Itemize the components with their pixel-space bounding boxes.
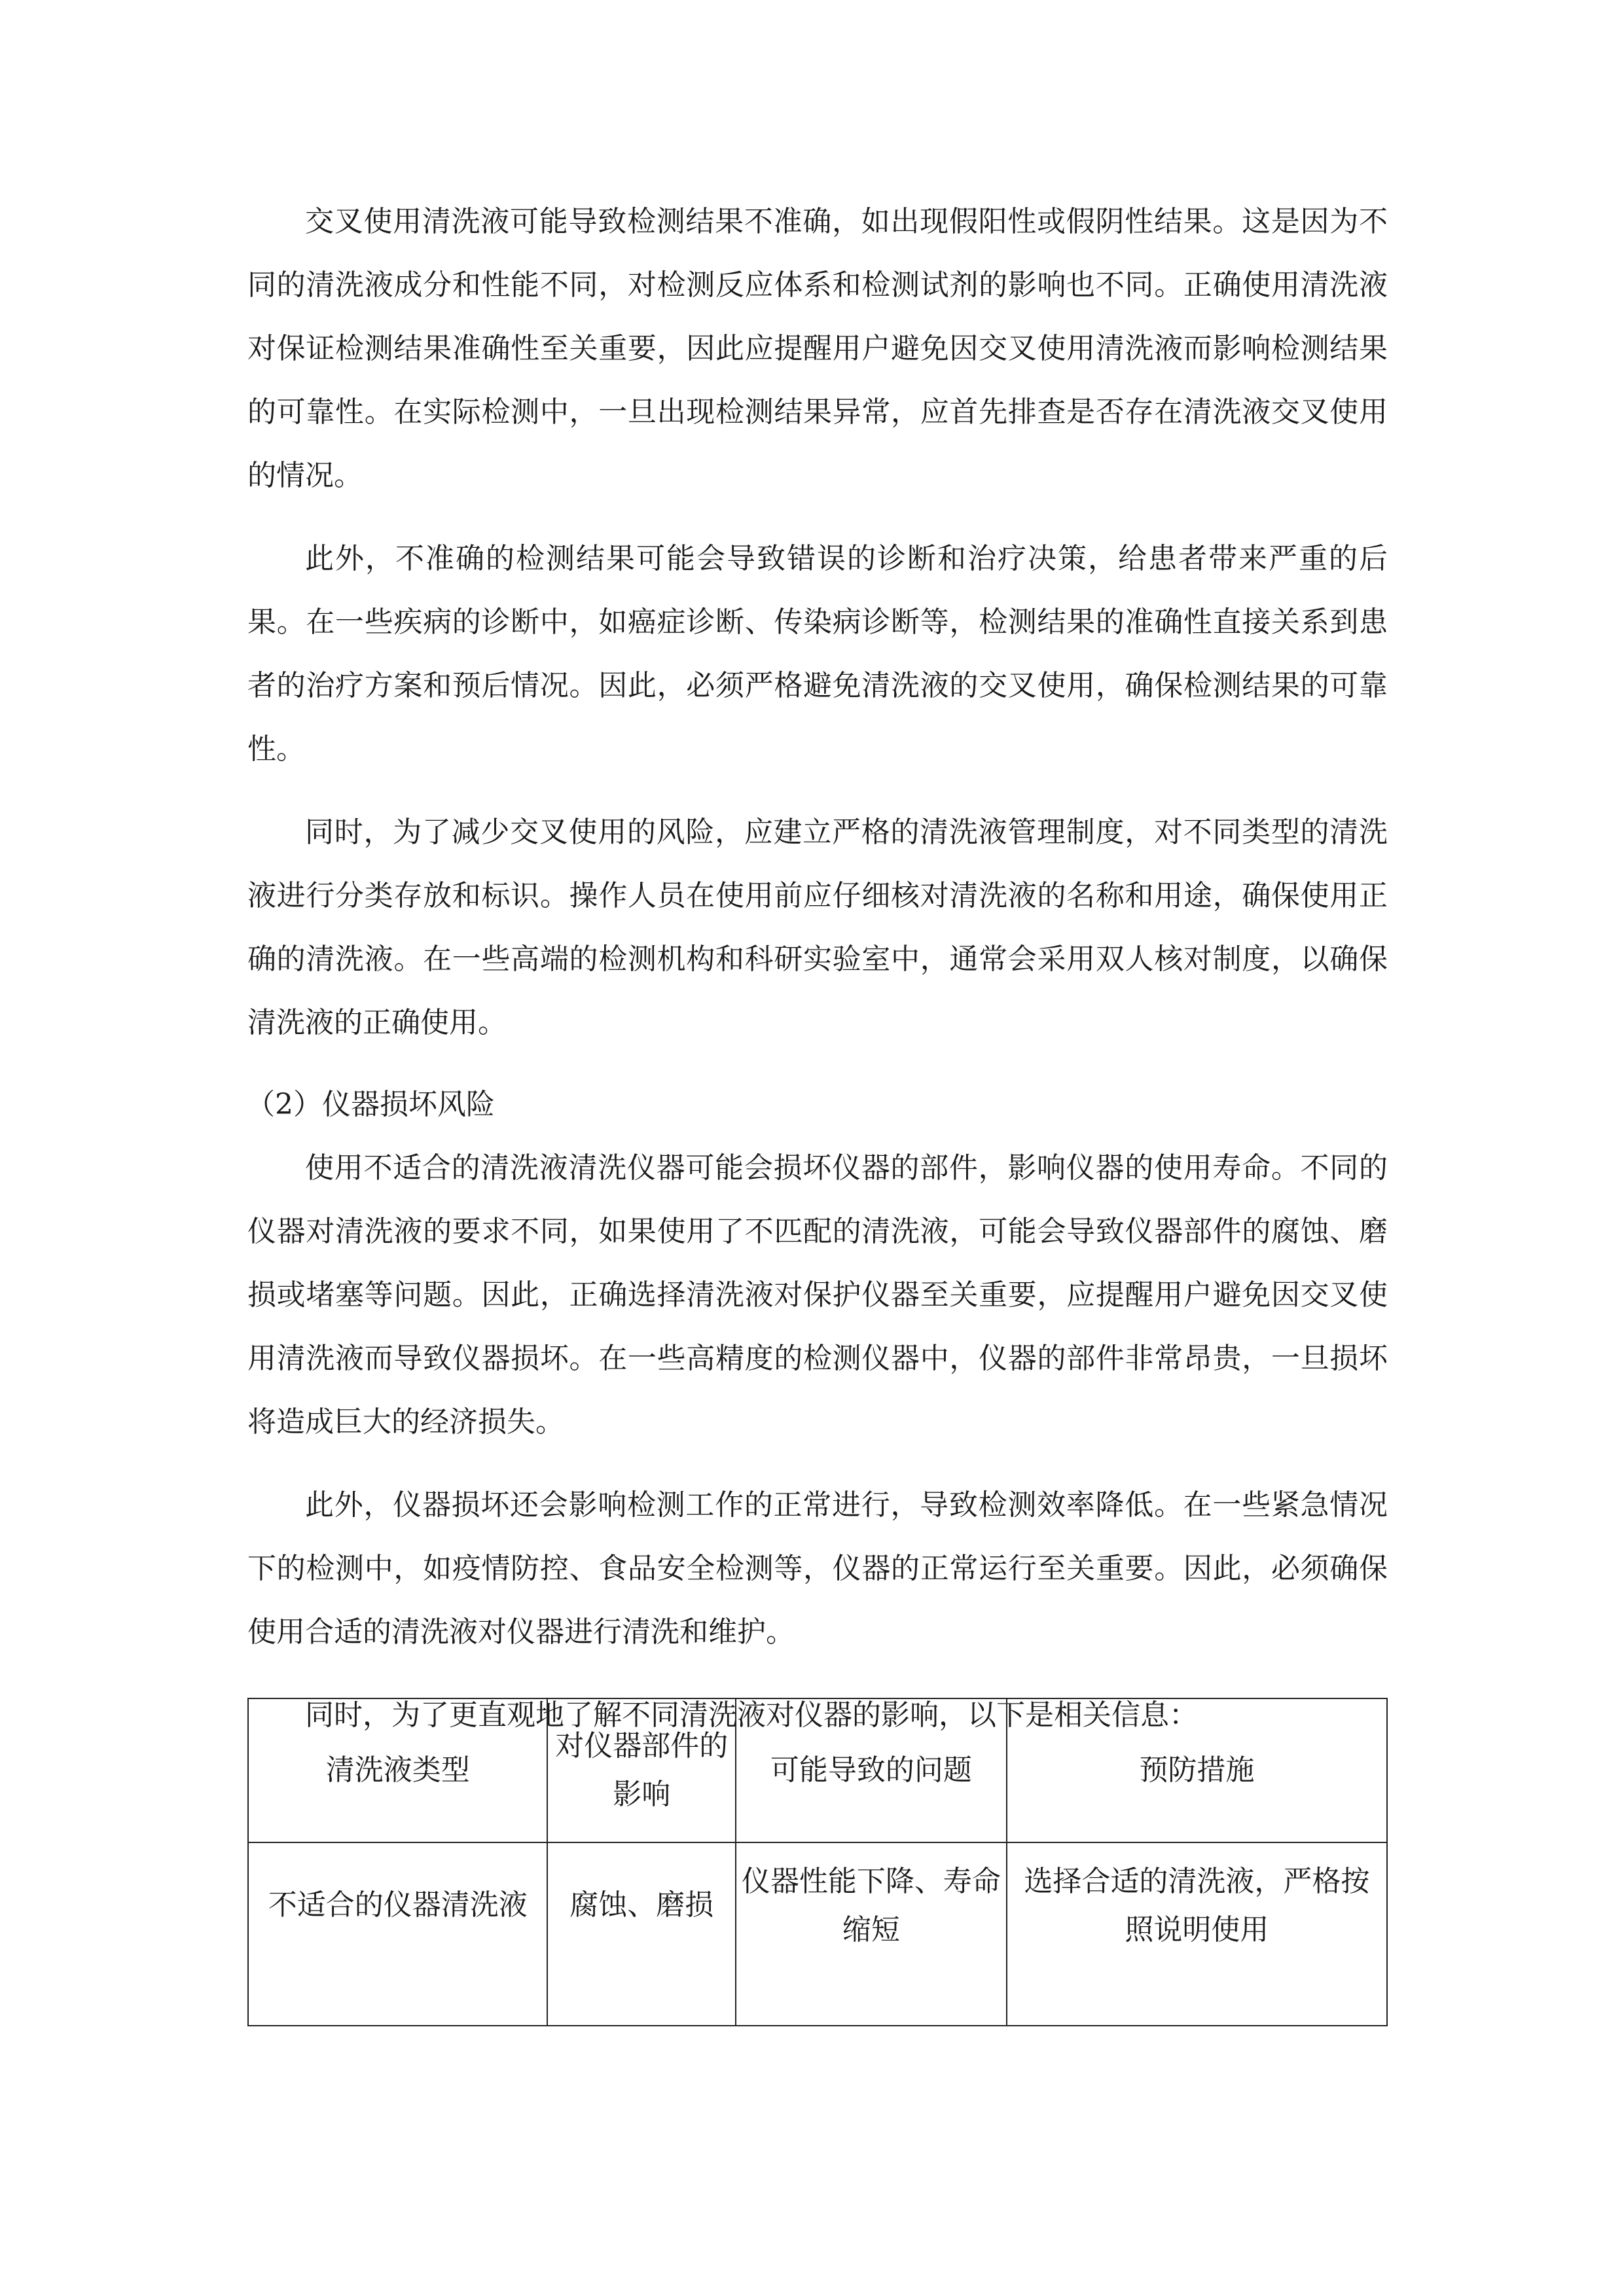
paragraph-3: 同时，为了减少交叉使用的风险，应建立严格的清洗液管理制度，对不同类型的清洗液进行分类存放和标识。操作人员在使用前应仔细核对清洗液的名称和用途，确保使用正确的清洗液。在一些高端的检测机构和科研实验室中，通常会采用双人核对制度，以确保清洗液的正确使用。 [247,816,1388,1039]
table-header-cell: 预防措施 [1007,1698,1387,1842]
table-header-cell: 对仪器部件的影响 [547,1698,736,1842]
paragraph-5: 此外，仪器损坏还会影响检测工作的正常进行，导致检测效率降低。在一些紧急情况下的检测中，如疫情防控、食品安全检测等，仪器的正常运行至关重要。因此，必须确保使用合适的清洗液对仪器进行清洗和维护。 [247,1488,1388,1649]
table-header-row [248,1698,1387,1842]
table-header-cell: 清洗液类型 [248,1698,547,1842]
paragraph-4: 使用不适合的清洗液清洗仪器可能会损坏仪器的部件，影响仪器的使用寿命。不同的仪器对清洗液的要求不同，如果使用了不匹配的清洗液，可能会导致仪器部件的腐蚀、磨损或堵塞等问题。因此，正确选择清洗液对保护仪器至关重要，应提醒用户避免因交叉使用清洗液而导致仪器损坏。在一些高精度的检测仪器中，仪器的部件非常昂贵，一旦损坏将造成巨大的经济损失。 [247,1151,1388,1439]
table-cell: 不适合的仪器清洗液 [248,1842,547,2026]
paragraph-1: 交叉使用清洗液可能导致检测结果不准确，如出现假阳性或假阴性结果。这是因为不同的清洗液成分和性能不同，对检测反应体系和检测试剂的影响也不同。正确使用清洗液对保证检测结果准确性至关重要，因此应提醒用户避免因交叉使用清洗液而影响检测结果的可靠性。在实际检测中，一旦出现检测结果异常，应首先排查是否存在清洗液交叉使用的情况。 [247,205,1388,492]
section-heading: （2）仪器损坏风险 [246,1088,495,1121]
table-cell: 腐蚀、磨损 [547,1842,736,2026]
paragraph-6: 同时，为了更直观地了解不同清洗液对仪器的影响，以下是相关信息： [305,1698,1198,1732]
table-row [248,1842,1387,2026]
document-page [247,190,1388,1747]
table-cell: 仪器性能下降、寿命缩短 [736,1842,1007,2026]
instrument-impact-table [247,1698,1388,2026]
table-cell: 选择合适的清洗液，严格按照说明使用 [1007,1842,1387,2026]
table-header-cell: 可能导致的问题 [736,1698,1007,1842]
paragraph-2: 此外，不准确的检测结果可能会导致错误的诊断和治疗决策，给患者带来严重的后果。在一些疾病的诊断中，如癌症诊断、传染病诊断等，检测结果的准确性直接关系到患者的治疗方案和预后情况。因此，必须严格避免清洗液的交叉使用，确保检测结果的可靠性。 [247,542,1388,766]
